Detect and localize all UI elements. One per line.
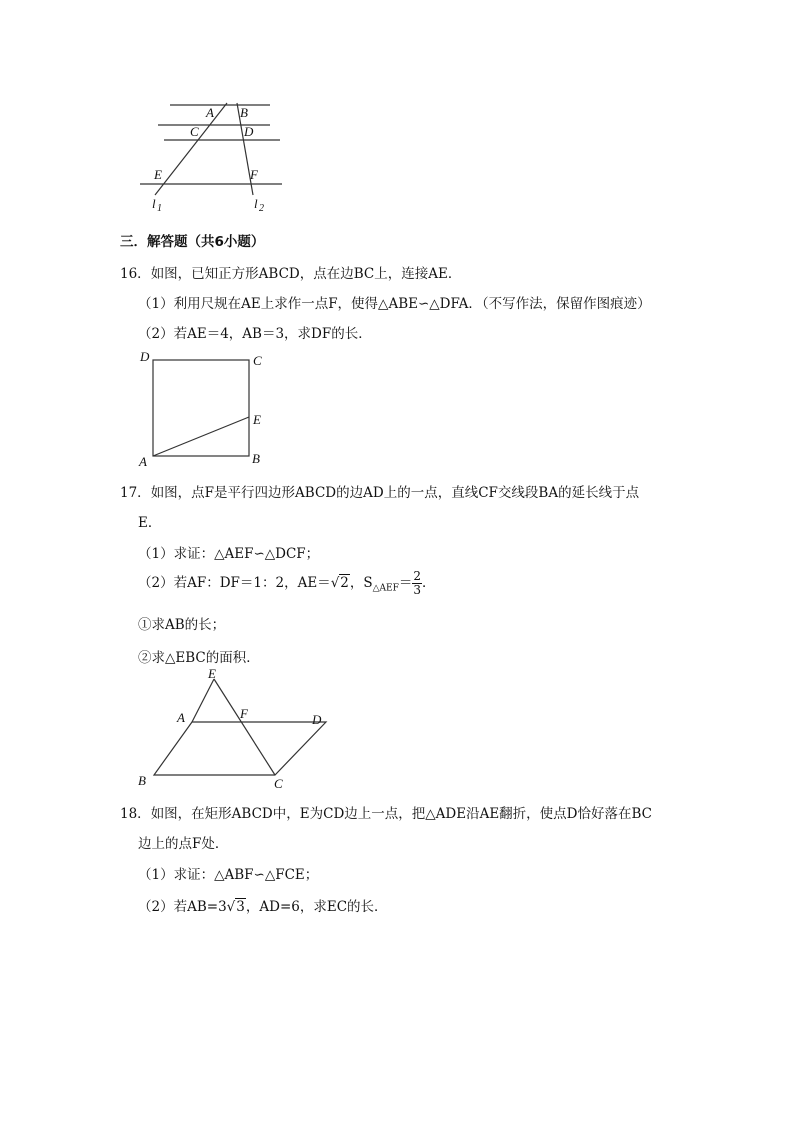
q17-stem-line1 bbox=[120, 481, 639, 501]
label-A: A bbox=[139, 454, 147, 469]
parallelogram-figure bbox=[130, 665, 340, 795]
label-D: D bbox=[244, 124, 254, 139]
segment-ae bbox=[153, 417, 249, 456]
sqrt-sign: √ bbox=[330, 575, 340, 591]
q16-part1: （1）利用尺规在AE上求作一点F，使得△ABE∽△DFA．（不写作法，保留作图痕迹） bbox=[138, 296, 651, 312]
sqrt-radicand: 2 bbox=[340, 575, 349, 591]
q17-part2-eq: ＝ bbox=[398, 575, 413, 591]
label-D: D bbox=[312, 712, 322, 727]
sqrt-radicand: 3 bbox=[236, 899, 245, 915]
q18-stem-line1 bbox=[120, 802, 652, 822]
q18-part2-prefix: （2）若AB=3 bbox=[138, 899, 227, 915]
label-l1: l bbox=[152, 196, 156, 211]
q17-sub1: ①求AB的长； bbox=[138, 617, 226, 633]
square-abcd-figure bbox=[135, 345, 275, 470]
section-title: 三．解答题（共6小题） bbox=[120, 234, 265, 250]
q17-part1: （1）求证：△AEF∽△DCF； bbox=[138, 546, 320, 562]
q16-stem-text: 如图，已知正方形ABCD，点在边BC上，连接AE． bbox=[150, 266, 462, 282]
label-A: A bbox=[206, 105, 214, 120]
label-E: E bbox=[154, 167, 162, 182]
segment-ec bbox=[214, 679, 275, 775]
label-F: F bbox=[250, 167, 258, 182]
transversal-l1 bbox=[155, 103, 227, 195]
q18-number: 18． bbox=[120, 806, 151, 822]
q16-part2: （2）若AE＝4，AB＝3，求DF的长． bbox=[138, 326, 372, 342]
q18-stem-line2: 边上的点F处． bbox=[138, 836, 229, 852]
segment-ae bbox=[192, 679, 214, 722]
q18-part2 bbox=[138, 895, 388, 915]
label-C: C bbox=[190, 124, 199, 139]
sqrt-sign: √ bbox=[226, 899, 236, 915]
q17-part2 bbox=[138, 570, 436, 597]
q17-number: 17． bbox=[120, 485, 151, 501]
label-E: E bbox=[253, 412, 261, 427]
area-subscript: △AEF bbox=[372, 583, 399, 594]
q18-part1: （1）求证：△ABF∽△FCE； bbox=[138, 867, 319, 883]
parallelogram-abcd bbox=[154, 722, 326, 775]
q18-stem-text: 如图，在矩形ABCD中，E为CD边上一点，把△ADE沿AE翻折，使点D恰好落在BC bbox=[150, 806, 653, 822]
label-D: D bbox=[140, 349, 150, 364]
label-B: B bbox=[252, 451, 260, 466]
q17-stem-line2: E． bbox=[138, 515, 162, 531]
q17-sub2: ②求△EBC的面积． bbox=[138, 650, 260, 666]
label-C: C bbox=[274, 776, 283, 791]
parallel-lines-figure bbox=[130, 95, 300, 220]
label-A: A bbox=[177, 710, 185, 725]
q17-part2-prefix: （2）若AF：DF＝1：2，AE＝ bbox=[138, 575, 331, 591]
label-l2-sub: 2 bbox=[259, 203, 264, 214]
q16-stem bbox=[120, 262, 461, 282]
q17-part2-end: ． bbox=[422, 575, 436, 591]
square-abcd bbox=[153, 360, 249, 456]
q17-stem-text: 如图，点F是平行四边形ABCD的边AD上的一点，直线CF交线段BA的延长线于点 bbox=[150, 485, 640, 501]
label-l2: l bbox=[254, 196, 258, 211]
label-C: C bbox=[253, 353, 262, 368]
fraction bbox=[412, 570, 422, 597]
label-l1-sub: 1 bbox=[157, 203, 162, 214]
label-E: E bbox=[208, 666, 216, 681]
q17-part2-mid: ，S bbox=[349, 575, 373, 591]
q16-number: 16． bbox=[120, 266, 151, 282]
label-F: F bbox=[240, 706, 248, 721]
q18-part2-end: ，AD=6，求EC的长． bbox=[245, 899, 388, 915]
fraction-numerator: 2 bbox=[413, 569, 422, 583]
fraction-denominator: 3 bbox=[413, 583, 422, 597]
label-B: B bbox=[138, 773, 146, 788]
label-B: B bbox=[240, 105, 248, 120]
